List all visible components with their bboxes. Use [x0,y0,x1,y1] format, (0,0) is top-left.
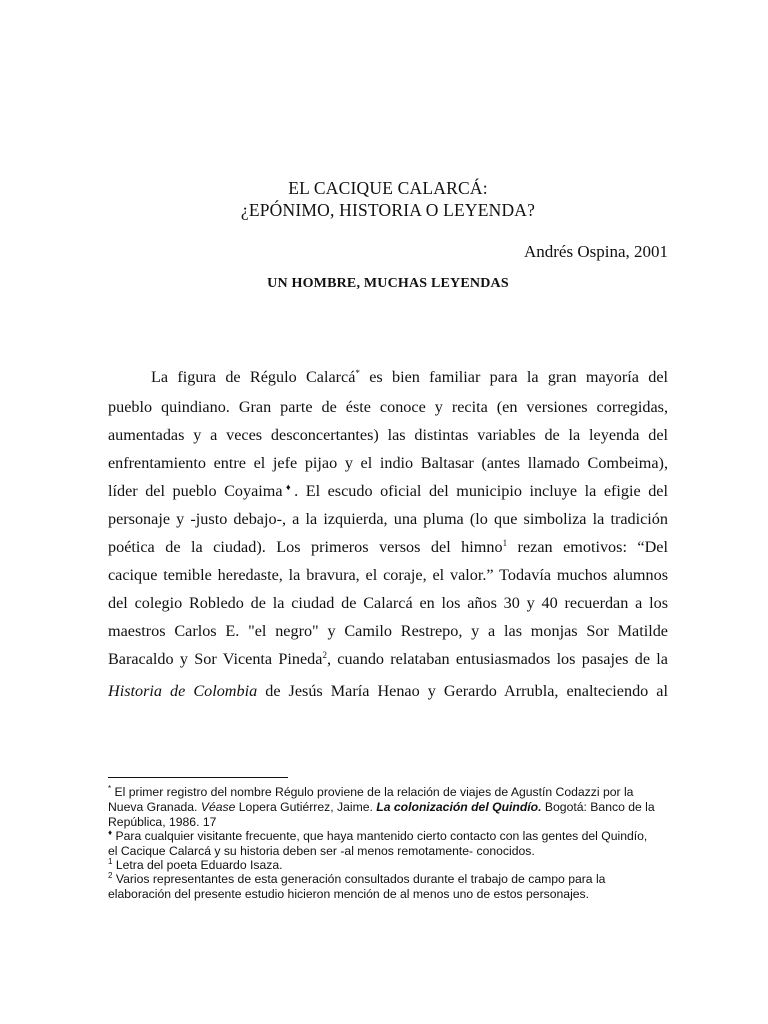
body-line-3: aumentadas y a veces desconcertantes) las distintas variables de la leyenda del [108,426,668,444]
body-text: líder del pueblo Coyaima [108,482,283,500]
footnote-text: Letra del poeta Eduardo Isaza. [112,858,283,872]
footnote-text: Bogotá: Banco de la [541,800,655,814]
footnote-mark-2: 2 [108,871,113,880]
body-text: de Jesús María Henao y Gerardo Arrubla, enalteciendo al [257,682,668,700]
body-line-9: del colegio Robledo de la ciudad de Calarcá en los años 30 y 40 recuerdan a los [108,594,668,612]
footnote-1-line-2 [108,800,678,815]
footnote-ref-1: 1 [502,538,508,548]
footnote-1-line-1 [108,785,678,800]
footnote-2-line-2: el Cacique Calarcá y su historia deben ser -al menos remotamente- conocidos. [108,844,535,858]
footnote-mark-1: 1 [108,857,113,866]
body-line-11 [108,649,668,669]
footnote-book-title: La colonización del Quindío. [376,800,542,814]
footnote-text: Nueva Granada. [108,800,201,814]
body-line-10: maestros Carlos E. "el negro" y Camilo Restrepo, y a las monjas Sor Matilde [108,622,668,640]
footnote-text: Varios representantes de esta generación consultados durante el trabajo de campo para la [112,872,606,886]
section-heading: UN HOMBRE, MUCHAS LEYENDAS [267,276,509,291]
footnote-mark-diamond: ♦ [108,828,113,837]
document-title-line-2: ¿EPÓNIMO, HISTORIA O LEYENDA? [240,200,536,220]
footnote-1-line-3: República, 1986. 17 [108,815,217,829]
footnote-4-line-2: elaboración del presente estudio hicieron mención de al menos uno de estos personajes. [108,887,590,901]
footnote-text: El primer registro del nombre Régulo proviene de la relación de viajes de Agustín Codazzi por la [111,785,634,799]
body-line-5 [108,481,668,501]
body-line-12 [108,681,668,701]
footnote-3-line-1 [108,858,678,873]
body-line-4: enfrentamiento entre el jefe pijao y el indio Baltasar (antes llamado Combeima), [108,454,668,472]
body-text: . El escudo oficial del municipio incluye la efigie del [294,482,668,500]
book-title-italic: Historia de Colombia [108,682,258,700]
author-date: Andrés Ospina, 2001 [523,242,668,261]
footnote-text: Para cualquier visitante frecuente, que haya mantenido cierto contacto con las gentes del Quindío, [112,829,648,843]
body-line-2: pueblo quindiano. Gran parte de éste conoce y recita (en versiones corregidas, [108,398,668,416]
footnote-mark-asterisk: * [108,784,112,793]
footnote-text: Lopera Gutiérrez, Jaime. [235,800,377,814]
body-text: Baracaldo y Sor Vicenta Pineda [108,650,323,668]
body-text: rezan emotivos: “Del [507,538,668,556]
footnote-4-line-1 [108,872,678,887]
footnote-2-line-1 [108,829,678,844]
footnote-italic-text: Véase [200,800,236,814]
footnote-separator [108,777,288,778]
body-text: es bien familiar para la gran mayoría del [359,368,668,386]
body-line-6: personaje y -justo debajo-, a la izquierda, una pluma (lo que simboliza la tradición [108,510,668,528]
body-text: , cuando relataban entusiasmados los pasajes de la [326,650,668,668]
document-title-line-1: EL CACIQUE CALARCÁ: [288,178,488,198]
footnote-ref-diamond: ♦ [282,482,295,492]
footnote-ref-asterisk: * [355,368,360,378]
body-text: La figura de Régulo Calarcá [151,368,356,386]
body-text: poética de la ciudad). Los primeros versos del himno [108,538,503,556]
body-line-8: cacique temible heredaste, la bravura, el coraje, el valor.” Todavía muchos alumnos [108,566,668,584]
body-line-1 [151,367,668,387]
footnote-ref-2: 2 [322,650,327,660]
body-line-7 [108,537,668,557]
